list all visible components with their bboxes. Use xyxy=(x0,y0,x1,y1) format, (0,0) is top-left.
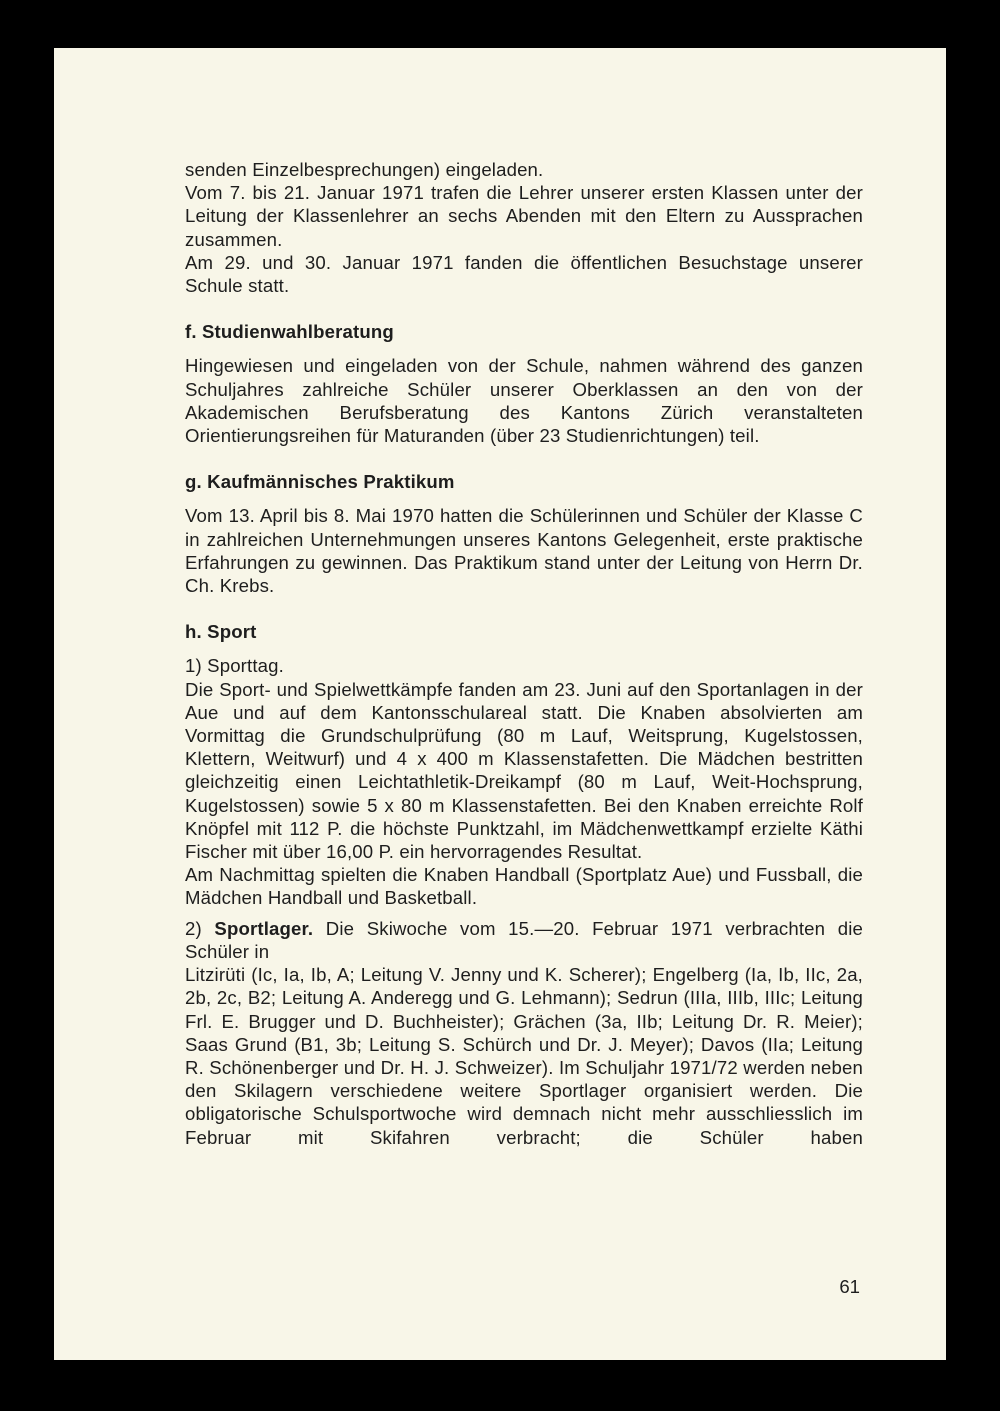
sport-camp-number: 2) xyxy=(185,917,202,939)
intro-paragraph-3: Am 29. und 30. Januar 1971 fanden die öffentlichen Besuchstage unserer Schule statt. xyxy=(185,251,863,297)
page-content xyxy=(185,158,863,1149)
document-page xyxy=(54,48,946,1360)
sport-camp-title: Sportlager. xyxy=(214,917,314,939)
sport-day-title: 1) Sporttag. xyxy=(185,655,284,677)
section-g-heading: g. Kaufmännisches Praktikum xyxy=(185,471,455,493)
sport-day-body: Die Sport- und Spielwettkämpfe fanden am 23. Juni auf den Sportanlagen in der Aue und auf dem Kantonsschulareal statt. Die Knaben absolvierten am Vormittag die Grundschulprüfung (80 m Lauf, Weitsprung, Kugelstossen, Klettern, Weitwurf) und 4 x 400 m Klassenstafetten. Die Mädchen bestritten gleichzeitig einen Leichtathletik-Dreikampf (80 m Lauf, Weit-Hochsprung, Kugelstossen) sowie 5 x 80 m Klassenstafetten. Bei den Knaben erreichte Rolf Knöpfel mit 112 P. die höchste Punktzahl, im Mädchenwettkampf erzielte Käthi Fischer mit über 16,00 P. ein hervorragendes Resultat. xyxy=(185,678,863,863)
intro-paragraph-2: Vom 7. bis 21. Januar 1971 trafen die Lehrer unserer ersten Klassen unter der Leitung der Klassenlehrer an sechs Abenden mit den Eltern zu Aussprachen zusammen. xyxy=(185,182,863,250)
section-h-heading: h. Sport xyxy=(185,621,257,643)
section-f-heading: f. Studienwahlberatung xyxy=(185,321,394,343)
page-number: 61 xyxy=(839,1276,860,1297)
sport-day-afternoon: Am Nachmittag spielten die Knaben Handball (Sportplatz Aue) und Fussball, die Mädchen Handball und Basketball. xyxy=(185,864,863,909)
intro-paragraph-1: senden Einzelbesprechungen) eingeladen. xyxy=(185,159,544,180)
sport-camp-body: Litzirüti (Ic, Ia, Ib, A; Leitung V. Jenny und K. Scherer); Engelberg (Ia, Ib, IIc, 2a, 2b, 2c, B2; Leitung A. Anderegg und G. Lehmann); Sedrun (IIIa, IIIb, IIIc; Leitung Frl. E. Brugger und D. Buchheister); Grächen (3a, IIb; Leitung Dr. R. Meier); Saas Grund (B1, 3b; Leitung S. Schürch und Dr. J. Meyer); Davos (IIa; Leitung R. Schönenberger und Dr. H. J. Schweizer). Im Schuljahr 1971/72 werden neben den Skilagern verschiedene weitere Sportlager organisiert werden. Die obligatorische Schulsportwoche wird demnach nicht mehr ausschliesslich im Februar mit Skifahren verbracht; die Schüler haben xyxy=(185,964,863,1148)
sport-camp-intro-text: Die Skiwoche vom 15.—20. Februar 1971 verbrachten die Schüler in xyxy=(185,917,863,962)
sport-camp-intro xyxy=(185,917,863,963)
section-g-body: Vom 13. April bis 8. Mai 1970 hatten die Schülerinnen und Schüler der Klasse C in zahlreichen Unternehmungen unseres Kantons Gelegenheit, erste praktische Erfahrungen zu gewinnen. Das Praktikum stand unter der Leitung von Herrn Dr. Ch. Krebs. xyxy=(185,505,863,597)
section-f-body: Hingewiesen und eingeladen von der Schule, nahmen während des ganzen Schuljahres zahlreiche Schüler unserer Oberklassen an den von der Akademischen Berufsberatung des Kantons Zürich veranstalteten Orientierungsreihen für Maturanden (über 23 Studienrichtungen) teil. xyxy=(185,355,863,447)
